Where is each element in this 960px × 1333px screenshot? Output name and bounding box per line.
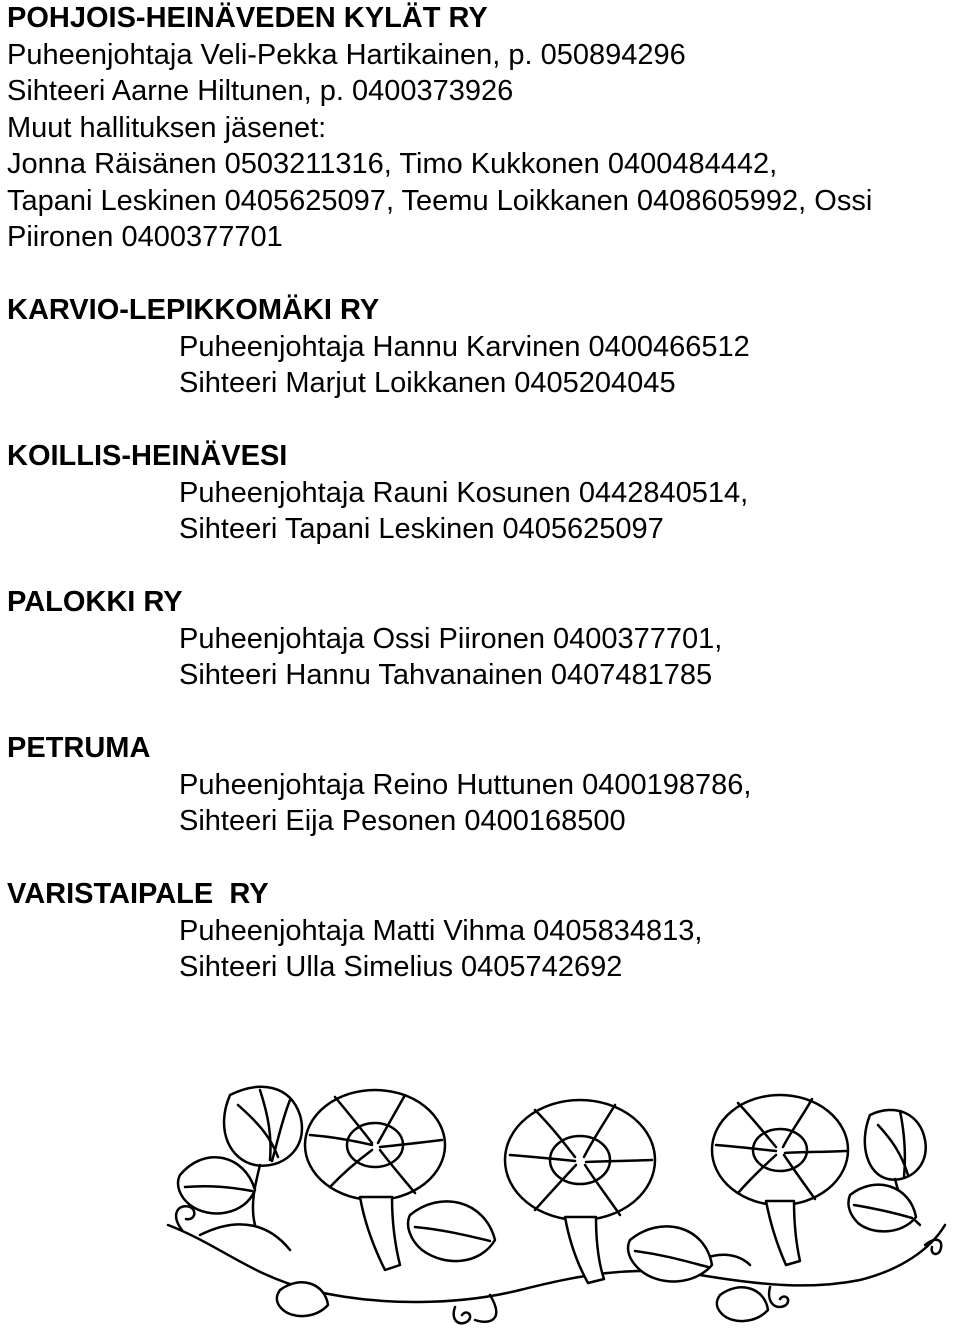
- section-line: Puheenjohtaja Reino Huttunen 0400198786,: [179, 768, 752, 801]
- flower-trumpet-mouth: [712, 1095, 848, 1205]
- association-contact-list: [7, 0, 953, 986]
- section-title-varistaipale: VARISTAIPALE RY: [7, 878, 269, 910]
- section-title-koillis-heinavesi: KOILLIS-HEINÄVESI: [7, 440, 288, 472]
- section-line: Sihteeri Hannu Tahvanainen 0407481785: [179, 659, 713, 691]
- section-line: Sihteeri Tapani Leskinen 0405625097: [179, 513, 664, 545]
- section-line: Sihteeri Ulla Simelius 0405742692: [179, 951, 623, 983]
- section-line: Sihteeri Eija Pesonen 0400168500: [179, 805, 626, 837]
- morning-glory-flower-garland-icon: [160, 1075, 950, 1330]
- section-line: Piironen 0400377701: [7, 221, 283, 253]
- flower-trumpet-mouth: [305, 1090, 445, 1200]
- flower-tube: [766, 1201, 800, 1265]
- section-line: Sihteeri Aarne Hiltunen, p. 0400373926: [7, 75, 514, 107]
- section-spacer: [7, 840, 953, 877]
- flower-tube: [565, 1217, 604, 1283]
- flower-bud: [865, 1110, 926, 1180]
- section-title-petruma: PETRUMA: [7, 732, 151, 764]
- section-spacer: [7, 256, 953, 293]
- section-line: Jonna Räisänen 0503211316, Timo Kukkonen 0400484442,: [7, 148, 778, 180]
- flower-stem: [253, 1165, 260, 1225]
- tendril: [176, 1206, 194, 1230]
- leaf: [717, 1287, 768, 1321]
- leaf: [277, 1282, 328, 1316]
- section-line: Sihteeri Marjut Loikkanen 0405204045: [179, 367, 676, 399]
- section-line: Puheenjohtaja Matti Vihma 0405834813,: [179, 914, 703, 947]
- section-title-pohjois-heinaveden-kylat: POHJOIS-HEINÄVEDEN KYLÄT RY: [7, 2, 488, 34]
- tendril: [454, 1307, 471, 1323]
- tendril: [769, 1287, 788, 1307]
- section-line: Tapani Leskinen 0405625097, Teemu Loikkanen 0408605992, Ossi: [7, 184, 873, 217]
- section-title-palokki: PALOKKI RY: [7, 586, 183, 618]
- leaf: [178, 1157, 255, 1213]
- leaf: [628, 1226, 712, 1281]
- section-line: Puheenjohtaja Rauni Kosunen 0442840514,: [179, 476, 749, 509]
- section-line: Puheenjohtaja Hannu Karvinen 0400466512: [179, 330, 750, 363]
- section-line: Muut hallituksen jäsenet:: [7, 111, 327, 144]
- section-line: Puheenjohtaja Veli-Pekka Hartikainen, p. 050894296: [7, 38, 686, 71]
- section-title-karvio-lepikkomaki: KARVIO-LEPIKKOMÄKI RY: [7, 294, 380, 326]
- flower-tube: [360, 1197, 400, 1270]
- section-spacer: [7, 402, 953, 439]
- leaf: [848, 1185, 916, 1232]
- section-spacer: [7, 548, 953, 585]
- section-line: Puheenjohtaja Ossi Piironen 0400377701,: [179, 622, 723, 655]
- section-spacer: [7, 694, 953, 731]
